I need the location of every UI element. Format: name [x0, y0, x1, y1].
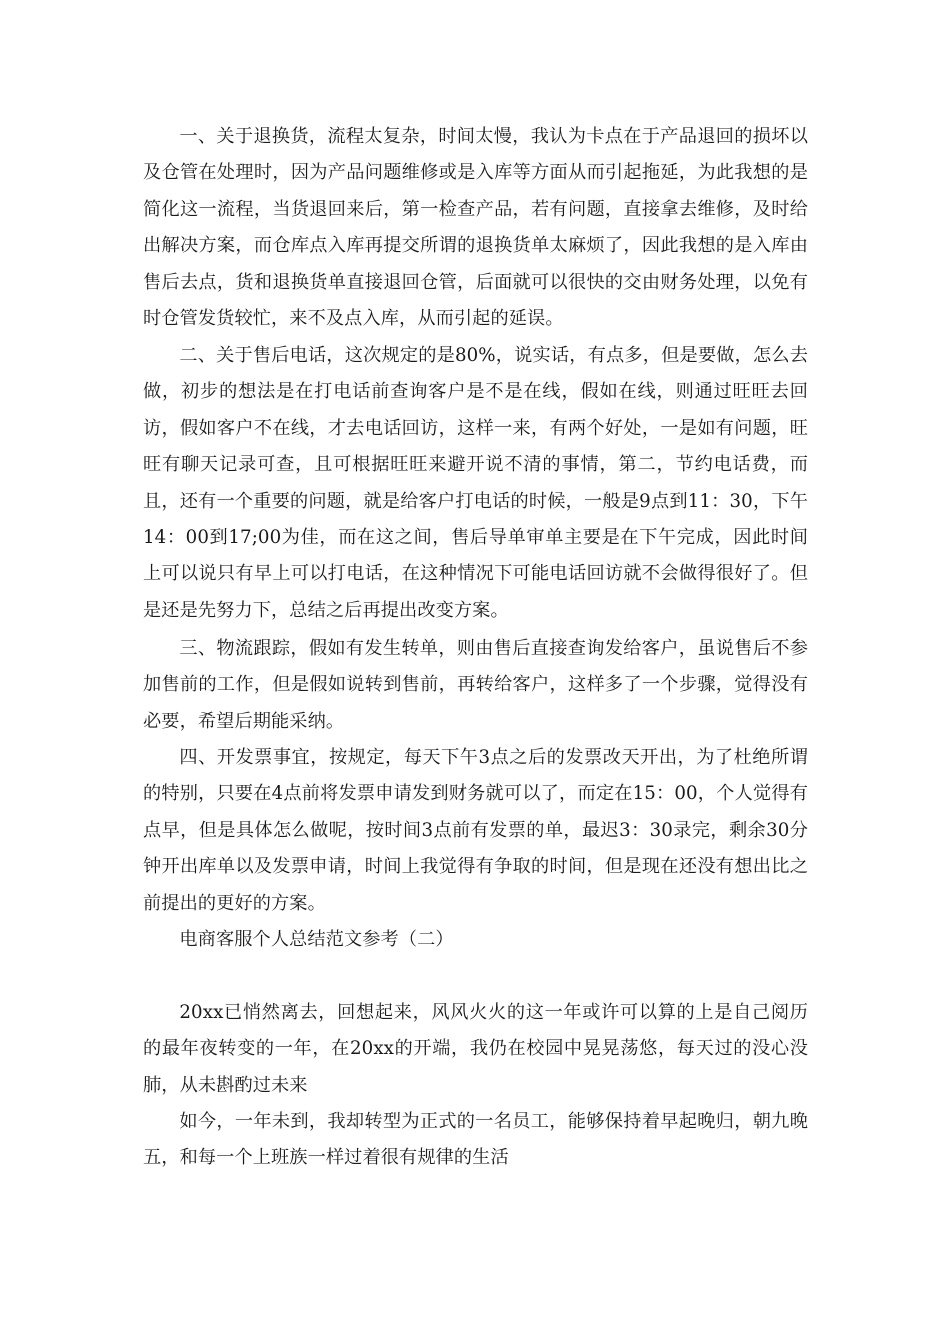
paragraph-now-employee: 如今，一年未到，我却转型为正式的一名员工，能够保持着早起晚归，朝九晚五，和每一个上班族一样过着很有规律的生活 [143, 1111, 808, 1169]
section-heading: 电商客服个人总结范文参考（二） [179, 929, 454, 950]
paragraph-year-review: 20xx已悄然离去，回想起来，风风火火的这一年或许可以算的上是自己阅历的最年夜转变的一年，在20xx的开端，我仍在校园中晃晃荡悠，每天过的没心没肺，从未斟酌过未来 [143, 1002, 808, 1096]
paragraph-logistics-tracking: 三、物流跟踪，假如有发生转单，则由售后直接查询发给客户，虽说售后不参加售前的工作，但是假如说转到售前，再转给客户，这样多了一个步骤，觉得没有必要，希望后期能采纳。 [143, 638, 808, 732]
paragraph-after-sales-calls: 二、关于售后电话，这次规定的是80%，说实话，有点多，但是要做，怎么去做，初步的想法是在打电话前查询客户是不是在线，假如在线，则通过旺旺去回访，假如客户不在线，才去电话回访，这样一来，有两个好处，一是如有问题，旺旺有聊天记录可查，且可根据旺旺来避开说不清的事情，第二，节约电话费，而且，还有一个重要的问题，就是给客户打电话的时候，一般是9点到11：30，下午14：00到17;00为佳，而在这之间，售后导单审单主要是在下午完成，因此时间上可以说只有早上可以打电话，在这种情况下可能电话回访就不会做得很好了。但是还是先努力下，总结之后再提出改变方案。 [143, 345, 808, 621]
paragraph-returns: 一、关于退换货，流程太复杂，时间太慢，我认为卡点在于产品退回的损坏以及仓管在处理时，因为产品问题维修或是入库等方面从而引起拖延，为此我想的是简化这一流程，当货退回来后，第一检查产品，若有问题，直接拿去维修，及时给出解决方案，而仓库点入库再提交所谓的退换货单太麻烦了，因此我想的是入库由售后去点，货和退换货单直接退回仓管，后面就可以很快的交由财务处理，以免有时仓管发货较忙，来不及点入库，从而引起的延误。 [143, 126, 808, 330]
paragraph-invoicing: 四、开发票事宜，按规定，每天下午3点之后的发票改天开出，为了杜绝所谓的特别，只要在4点前将发票申请发到财务就可以了，而定在15：00，个人觉得有点早，但是具体怎么做呢，按时间3点前有发票的单，最迟3：30录完，剩余30分钟开出库单以及发票申请，时间上我觉得有争取的时间，但是现在还没有想出比之前提出的更好的方案。 [143, 747, 808, 914]
